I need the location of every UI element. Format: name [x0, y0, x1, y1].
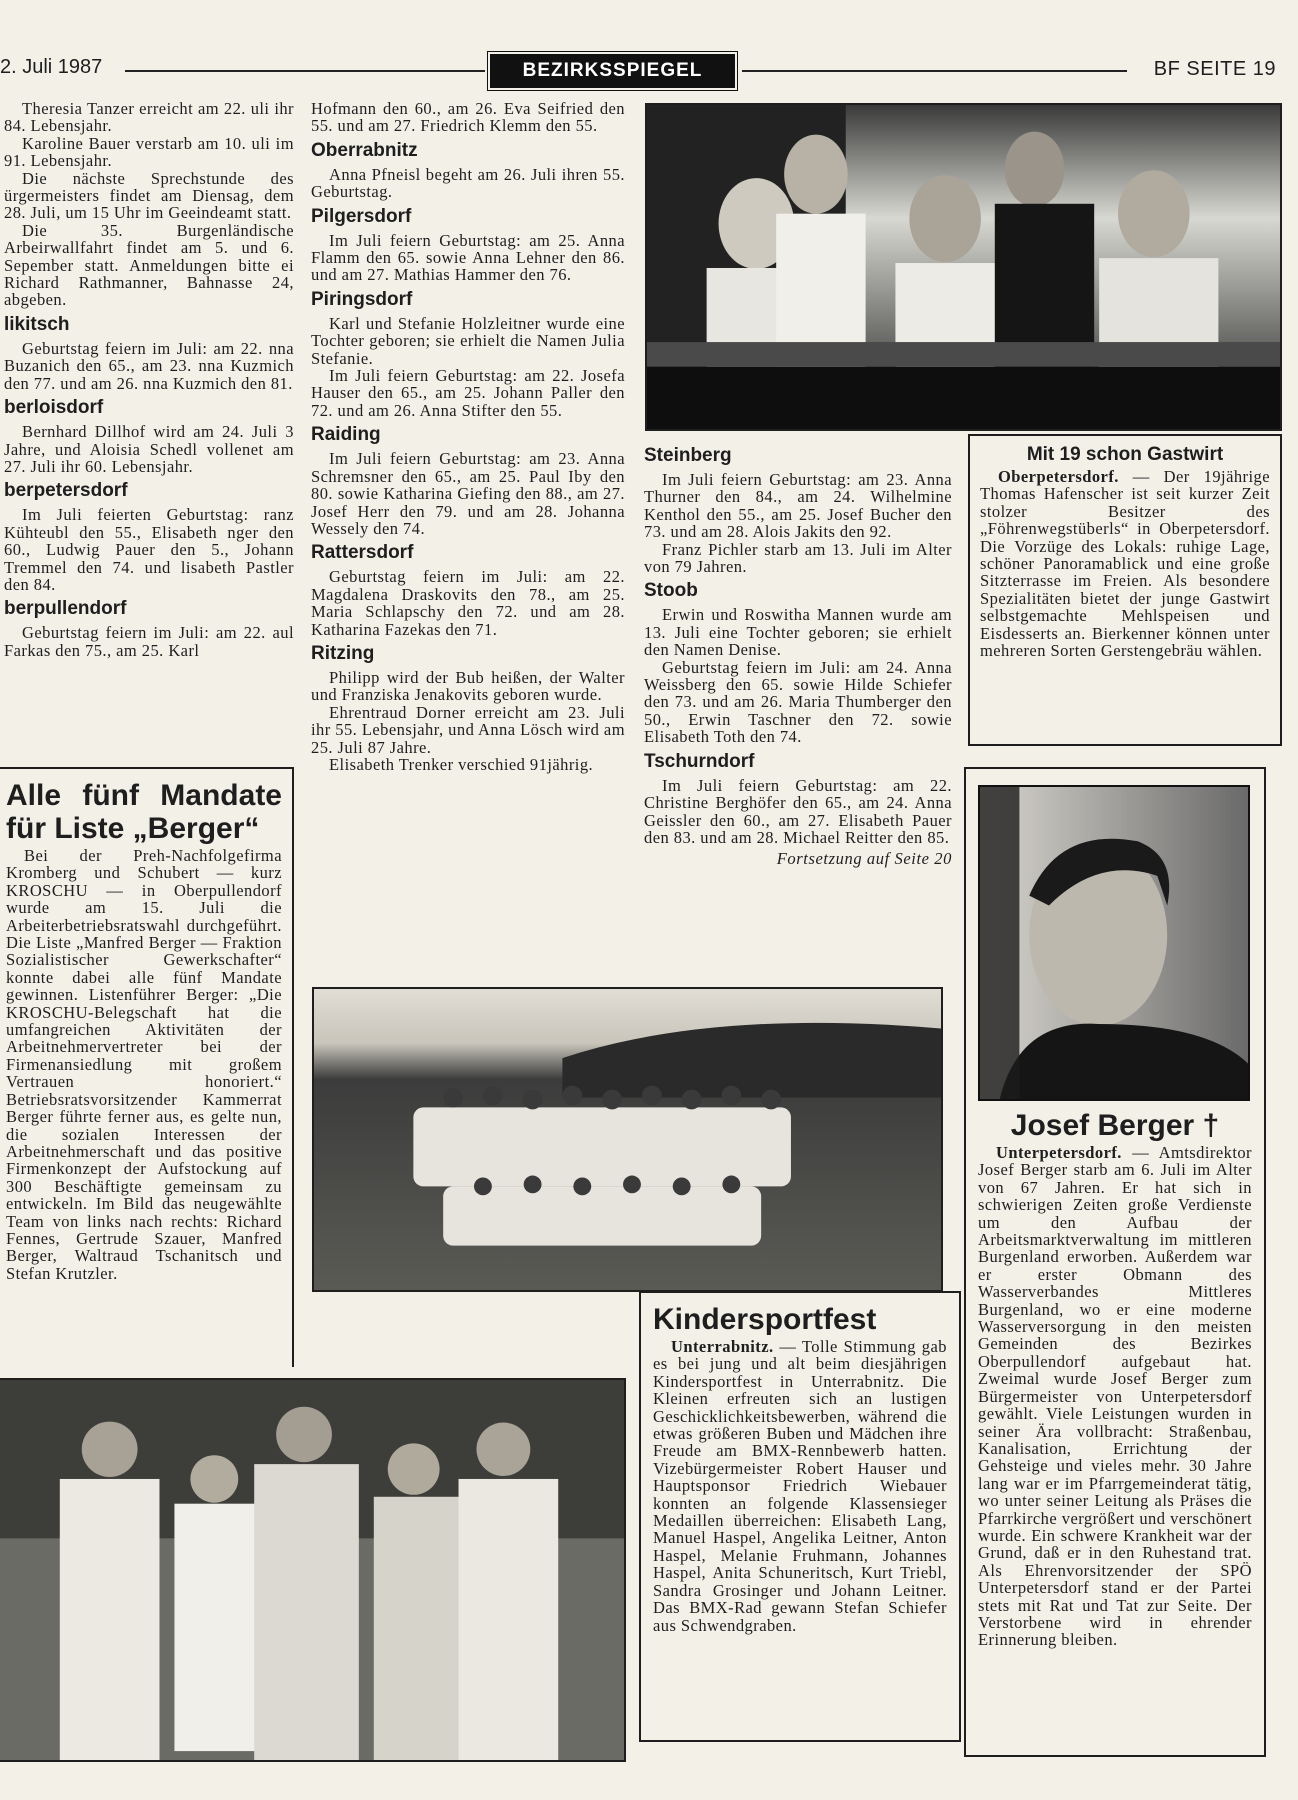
paragraph: Hofmann den 60., am 26. Eva Seifried den 55. und am 27. Friedrich Klemm den 55.: [311, 99, 625, 136]
section-heading: Steinberg: [644, 445, 732, 466]
paragraph: Geburtstag feiern im Juli: am 22. Magdalena Draskovits den 78., am 25. Maria Schlapschy den 72. und am 28. Katharina Fazekas den 71.: [311, 567, 625, 639]
article-obituary-text: — Amtsdirektor Josef Berger starb am 6. Juli im Alter von 67 Jahren. Er hat sich in schwierigen Zeiten große Verdienste um den Aufbau der Arbeitsmarktverwaltung im mittleren Burgenland erworben. Außerdem war er erster Obmann des Wasserverbandes Mittleres Burgenland, wo er eine moderne Wasserversorgung in den meisten Gemeinden des Bezirkes Oberpullendorf aufgebaut hat. Zweimal wurde Josef Berger zum Bürgermeister von Unterpetersdorf gewählt. Viele Leistungen wurden in seiner Ära vollbracht: Straßenbau, Kanalisation, Errichtung der Gehsteige und vieles mehr. 30 Jahre lang war er im Pfarrgemeinderat tätig, wo unter seiner Leitung als Präses die Pfarrkirche vergrößert und verschönert wurde. Ein schwere Krankheit war der Grund, daß er in den Ruhestand trat. Als Ehrenvorsitzender der SPÖ Unterpetersdorf stand er der Partei stets mit Rat und Tat zur Seite. Der Verstorbene wird in ehrender Erinnerung bleiben.: [978, 1143, 1252, 1650]
paragraph: Theresia Tanzer erreicht am 22. uli ihr 84. Lebensjahr.: [4, 99, 294, 136]
paragraph: Erwin und Roswitha Mannen wurde am 13. Juli eine Tochter geboren; sie erhielt den Namen Denise.: [644, 605, 952, 660]
section-masthead: BEZIRKSSPIEGEL: [490, 54, 735, 88]
article-kindersportfest-text: — Tolle Stimmung gab es bei jung und alt beim diesjährigen Kindersportfest in Unterrabnitz. Die Kleinen erfreuten sich an lustigen Geschicklichkeitsbewerben, während die etwas größeren Buben und Mädchen ihre Freude am BMX-Rennbewerb hatten. Vizebürgermeister Robert Hauser und Hauptsponsor Friedrich Wiebauer konnten an folgende Klassensieger Medaillen überreichen: Elisabeth Lang, Manuel Haspel, Angelika Leitner, Anton Haspel, Melanie Fruhmann, Johannes Haspel, Anita Schuneritsch, Kurt Triebl, Sandra Grosinger und Johann Leitner. Das BMX-Rad gewann Stefan Schiefer aus Schwendgraben.: [653, 1337, 947, 1635]
article-mandate-headline: Alle fünf Mandate für Liste „Berger“: [6, 779, 282, 845]
paragraph: Anna Pfneisl begeht am 26. Juli ihren 55. Geburtstag.: [311, 164, 625, 202]
article-gastwirt-dateline: Oberpetersdorf.: [998, 467, 1119, 486]
section-heading: berpullendorf: [4, 598, 127, 620]
paragraph: Im Juli feiern Geburtstag: am 25. Anna Flamm den 65. sowie Anna Lehner den 86. und am 27. Mathias Hammer den 76.: [311, 230, 625, 285]
paragraph: Bei der Preh-Nachfolgefirma Kromberg und Schubert — kurz KROSCHU — in Oberpullendorf wurde am 15. Juli die Arbeiterbetriebsratswahl durchgeführt. Die Liste „Manfred Berger — Fraktion Sozialistischer Gewerkschafter“ konnte dabei alle fünf Mandate gewinnen. Listenführer Berger: „Die KROSCHU-Belegschaft hat die umfangreichen Aktivitäten der Arbeitnehmervertreter bei der Firmenansiedlung mit großem Vertrauen honoriert.“ Betriebsratsvorsitzender Kammerrat Berger führte ferner aus, es gelte nun, die sozialen Interessen der Arbeitnehmerschaft und das positive Firmenkonzept der Aufstockung auf 300 Beschäftigte gemeinsam zu entwickeln. Im Bild das neugewählte Team von links nach rechts: Richard Fennes, Gertrude Szauer, Manfred Berger, Waltraud Tschanitsch und Stefan Krutzler.: [6, 846, 282, 1283]
column-local-news-3: [644, 440, 952, 868]
paragraph: Im Juli feiern Geburtstag: am 23. Anna Thurner den 84., am 24. Wilhelmine Kenthol den 55., am 25. Josef Bucher den 73. und am 28. Alois Jakits den 92.: [644, 470, 952, 542]
article-kindersportfest-dateline: Unterrabnitz.: [671, 1337, 774, 1356]
article-obituary-dateline: Unterpetersdorf.: [996, 1143, 1122, 1162]
section-heading: Oberrabnitz: [311, 139, 418, 161]
article-gastwirt: [968, 434, 1282, 746]
photo-betriebsrat-team: [0, 1378, 626, 1762]
portrait-image: [980, 787, 1248, 1099]
section-heading: Pilgersdorf: [311, 205, 412, 227]
article-kindersportfest-headline: Kindersportfest: [653, 1303, 877, 1336]
group-photo-children: [314, 989, 941, 1290]
paragraph: Geburtstag feiern im Juli: am 22. nna Buzanich den 65., am 23. nna Kuzmich den 77. und am 26. nna Kuzmich den 81.: [4, 338, 294, 393]
photo-gastwirt-bar: [645, 103, 1282, 431]
article-gastwirt-text: — Der 19jährige Thomas Hafenscher ist seit kurzer Zeit stolzer Besitzer des „Föhrenwegstüberls“ in Oberpetersdorf. Die Vorzüge des Lokals: ruhige Lage, schöner Panoramablick und eine große Sitzterrasse im Freien. Als besondere Spezialitäten bietet der junge Gastwirt selbstgemachte Mehlspeisen und Eisdesserts an. Bierkenner können unter mehreren Sorten Gerstengebräu wählen.: [980, 467, 1270, 661]
continued-note: Fortsetzung auf Seite 20: [776, 849, 952, 869]
article-obituary: [964, 767, 1266, 1757]
paragraph: Die 35. Burgenländische Arbeirwallfahrt findet am 5. und 6. Sepember statt. Anmeldungen bitte ei Richard Rathmanner, Bahnasse 24, abgeben.: [4, 220, 294, 310]
paragraph: Karoline Bauer verstarb am 10. uli im 91. Lebensjahr.: [4, 133, 294, 171]
paragraph: Elisabeth Trenker verschied 91jährig.: [329, 754, 594, 774]
paragraph: Im Juli feiern Geburtstag: am 22. Josefa Hauser den 65., am 25. Johann Paller den 72. und am 26. Anna Stifter den 55.: [311, 366, 625, 420]
header-rule-left: [125, 70, 485, 72]
paragraph: Philipp wird der Bub heißen, der Walter und Franziska Jenakovits geboren wurde.: [311, 667, 625, 705]
paragraph: Geburtstag feiern im Juli: am 24. Anna Weissberg den 65. sowie Hilde Schiefer den 73. und am 26. Maria Thumberger den 50., Erwin Taschner den 72. sowie Elisabeth Toth den 74.: [644, 657, 952, 747]
issue-date: 2. Juli 1987: [0, 56, 103, 78]
section-heading: Rattersdorf: [311, 542, 414, 564]
section-heading: likitsch: [4, 313, 70, 335]
section-heading: Stoob: [644, 580, 698, 602]
article-mandate: [0, 767, 294, 1367]
paragraph: Die nächste Sprechstunde des ürgermeisters findet am Diensag, dem 28. Juli, um 15 Uhr im Geeindeamt statt.: [4, 168, 294, 223]
paragraph: Geburtstag feiern im Juli: am 22. aul Farkas den 75., am 25. Karl: [4, 623, 294, 660]
article-obituary-headline: Josef Berger †: [1010, 1109, 1220, 1142]
group-photo-team: [0, 1380, 624, 1760]
column-local-news-2: [311, 100, 625, 773]
header-rule-right: [742, 70, 1127, 72]
photo-kindersportfest: [312, 987, 943, 1292]
section-heading: Piringsdorf: [311, 288, 413, 310]
paragraph: Im Juli feiern Geburtstag: am 23. Anna Schremsner den 65., am 25. Paul Iby den 80. sowie Katharina Giefing den 88., am 27. Josef Herr den 79. und am 28. Johanna Wessely den 74.: [311, 449, 625, 538]
section-heading: berloisdorf: [4, 397, 104, 419]
paragraph: Im Juli feiern Geburtstag: am 22. Christine Berghöfer den 65., am 24. Anna Geissler den 60., am 27. Elisabeth Pauer den 83. und am 28. Michael Reitter den 85.: [644, 775, 952, 847]
column-local-news-1: [4, 100, 294, 659]
paragraph: Ehrentraud Dorner erreicht am 23. Juli ihr 55. Lebensjahr, und Anna Lösch wird am 25. Juli 87 Jahre.: [311, 702, 625, 757]
paragraph: Im Juli feierten Geburtstag: ranz Kühteubl den 55., Elisabeth nger den 60., Ludwig Pauer den 5., Johann Tremmel den 74. und lisabeth Pastler den 84.: [4, 505, 294, 594]
article-gastwirt-headline: Mit 19 schon Gastwirt: [1026, 444, 1224, 465]
paragraph: Karl und Stefanie Holzleitner wurde eine Tochter geboren; sie erhielt die Namen Julia Stefanie.: [311, 313, 625, 368]
section-heading: berpetersdorf: [4, 480, 128, 502]
column-local-news-3-body: [644, 445, 952, 846]
page-number: BF SEITE 19: [1153, 58, 1276, 80]
section-heading: Tschurndorf: [644, 750, 755, 772]
article-kindersportfest: [639, 1291, 961, 1742]
paragraph: Franz Pichler starb am 13. Juli im Alter von 79 Jahren.: [644, 539, 952, 577]
photo-josef-berger: [978, 785, 1250, 1101]
section-heading: Raiding: [311, 424, 381, 446]
section-heading: Ritzing: [311, 642, 375, 664]
paragraph: Bernhard Dillhof wird am 24. Juli 3 Jahre, und Aloisia Schedl vollenet am 27. Juli ihr 60. Lebensjahr.: [4, 422, 294, 476]
photo-gastwirt-image: [647, 105, 1280, 429]
article-mandate-body: [6, 847, 282, 1282]
